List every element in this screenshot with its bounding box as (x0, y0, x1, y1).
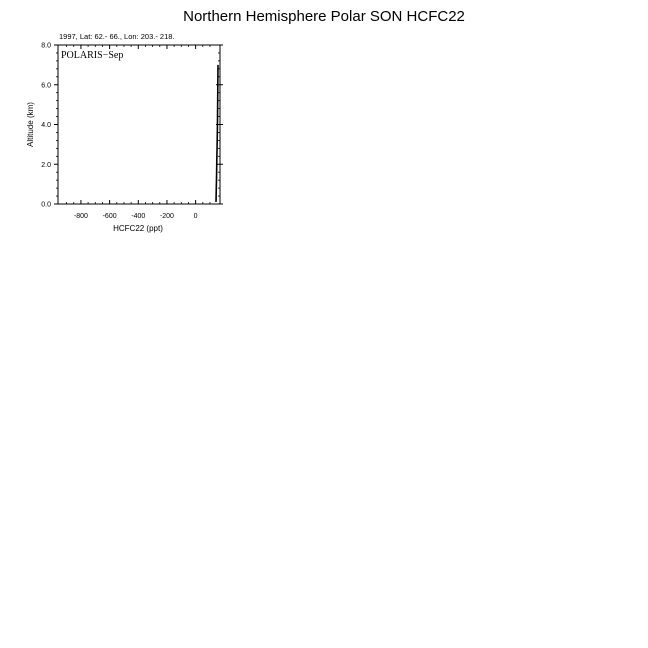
y-tick-label: 4.0 (41, 122, 51, 129)
x-tick-label: -800 (73, 213, 88, 220)
series-layer (216, 65, 218, 202)
x-tick-label: 0 (193, 213, 198, 220)
chart-title: Northern Hemisphere Polar SON HCFC22 (183, 8, 465, 25)
y-tick-label: 2.0 (41, 161, 51, 169)
y-tick-label: 0.0 (41, 201, 51, 209)
chart-subtitle: 1997, Lat: 62.- 66., Lon: 203.- 218. (59, 32, 175, 41)
series-line (216, 65, 218, 202)
y-tick-label: 8.0 (41, 42, 51, 50)
panel-label: POLARIS−Sep (61, 50, 124, 61)
x-axis-label: HCFC22 (ppt) (113, 224, 163, 233)
x-tick-label: -200 (159, 213, 174, 220)
y-tick-label: 6.0 (41, 82, 51, 90)
y-axis-label: Altitude (km) (26, 102, 35, 147)
plot-frame (58, 45, 220, 204)
x-tick-label: -400 (131, 213, 146, 220)
x-tick-label: -600 (102, 213, 117, 220)
axes (26, 32, 223, 233)
